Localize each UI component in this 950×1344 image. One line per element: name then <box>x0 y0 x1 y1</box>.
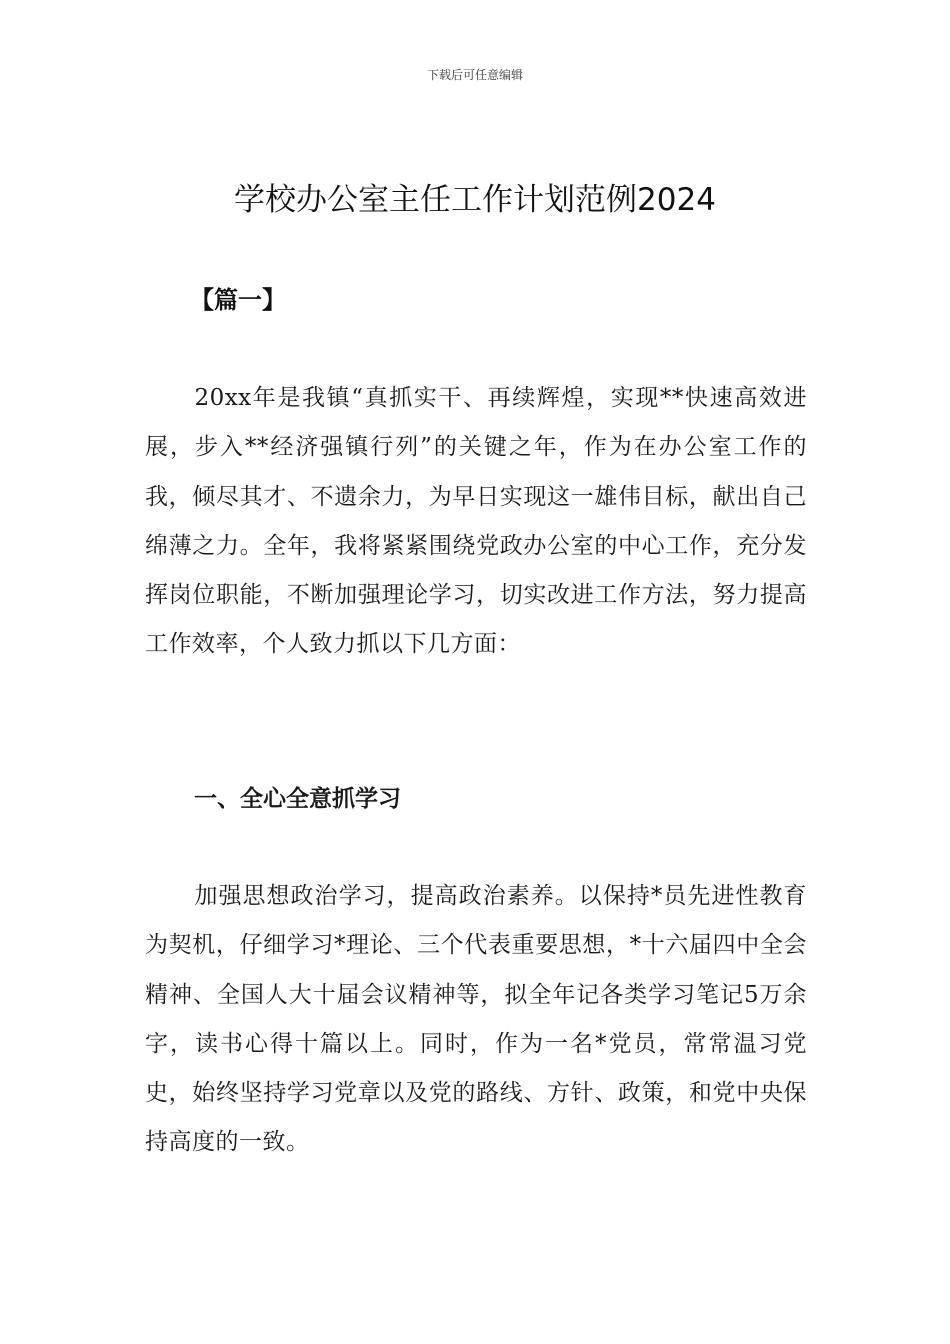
section-heading-study: 一、全心全意抓学习 <box>194 785 401 812</box>
paragraph-study: 加强思想政治学习，提高政治素养。以保持*员先进性教育为契机，仔细学习*理论、三个代表重要思想，*十六届四中全会精神、全国人大十届会议精神等，拟全年记各类学习笔记5万余字，读书心得十篇以上。同时，作为一名*党员，常常温习党史，始终坚持学习党章以及党的路线、方针、政策，和党中央保持高度的一致。 <box>145 883 807 1156</box>
paragraph-intro: 20xx年是我镇“真抓实干、再续辉煌，实现**快速高效进展，步入**经济强镇行列”的关键之年，作为在办公室工作的我，倾尽其才、不遗余力，为早日实现这一雄伟目标，献出自己绵薄之力。全年，我将紧紧围绕党政办公室的中心工作，充分发挥岗位职能，不断加强理论学习，切实改进工作方法，努力提高工作效率，个人致力抓以下几方面： <box>145 385 807 658</box>
section-mark: 【篇一】 <box>190 286 286 314</box>
header-note: 下载后可任意编辑 <box>426 68 523 82</box>
document-title: 学校办公室主任工作计划范例2024 <box>234 182 716 218</box>
